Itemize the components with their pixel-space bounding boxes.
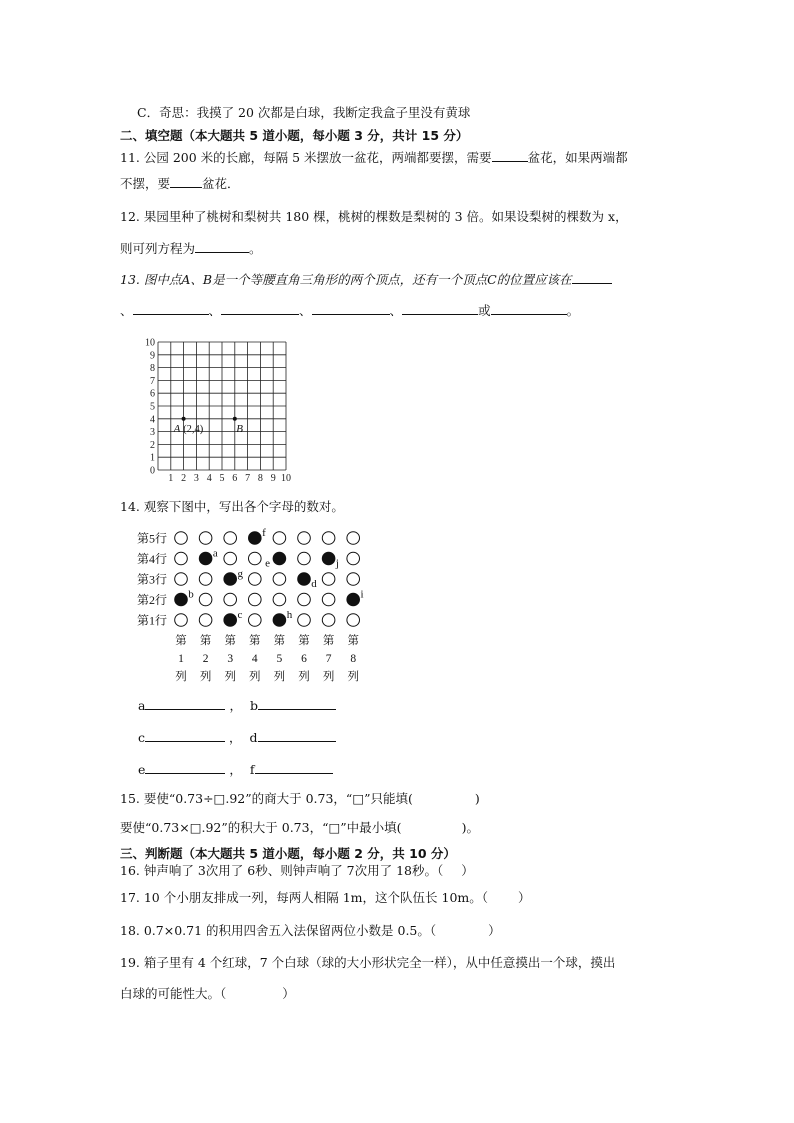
answer-label-b: b	[249, 698, 258, 713]
answer-label-d: d	[249, 730, 258, 745]
q12-text-b: 则可列方程为	[120, 241, 196, 256]
grid-y-tick-label: 2	[150, 439, 155, 451]
q15-text-a: 15. 要使“0.73÷□.92”的商大于 0.73，“□”只能填(	[120, 791, 413, 806]
answer-blank-f[interactable]	[255, 761, 333, 774]
board-dot-empty	[273, 573, 286, 586]
board-dot-empty	[298, 552, 311, 565]
board-dot-empty	[298, 532, 311, 545]
grid-point-b-label: B	[236, 422, 244, 435]
q19-end: ）	[282, 986, 295, 1001]
answer-label-e: e	[138, 762, 146, 777]
q18-text: 18. 0.7×0.71 的积用四舍五入法保留两位小数是 0.5。（	[120, 923, 437, 938]
board-dot-empty	[298, 593, 311, 606]
q18-end: ）	[488, 923, 501, 938]
board-dot-empty	[347, 614, 360, 627]
board-dot-empty	[347, 532, 360, 545]
board-dot-empty	[347, 552, 360, 565]
answer-blank-d[interactable]	[258, 729, 336, 742]
answer-label-c: c	[138, 730, 146, 745]
board-row-label: 第2行	[137, 593, 168, 607]
q12-text-c: 。	[249, 241, 262, 256]
board-dot-filled	[224, 573, 237, 586]
answer-comma-2: ，	[229, 730, 242, 745]
question-19-line1: 19. 箱子里有 4 个红球，7 个白球（球的大小形状完全一样），从中任意摸出一个球，摸出	[120, 955, 616, 970]
board-dot-filled	[273, 552, 286, 565]
q13-blank-5[interactable]	[402, 302, 478, 315]
board-col-label-top: 第	[273, 635, 286, 647]
board-letter-h: h	[286, 609, 293, 621]
question-18	[120, 923, 501, 939]
answer-blank-b[interactable]	[258, 697, 336, 710]
q13-text-a: 13. 图中点A、B是一个等腰直角三角形的两个顶点，还有一个顶点C的位置应该在	[120, 272, 572, 287]
grid-y-tick-label: 1	[150, 452, 155, 464]
grid-x-tick-label: 7	[245, 473, 251, 484]
dot-board-figure	[134, 526, 374, 686]
board-dot-filled	[273, 614, 286, 627]
q17-text: 17. 10 个小朋友排成一列，每两人相隔 1m，这个队伍长 10m。（	[120, 890, 488, 905]
question-13-line1	[120, 271, 612, 288]
grid-x-tick-label: 1	[168, 473, 174, 484]
board-row-label: 第5行	[137, 531, 168, 546]
q13-sep4: 、	[389, 303, 403, 318]
grid-y-tick-label: 4	[150, 414, 155, 426]
q12-blank[interactable]	[195, 240, 249, 253]
board-col-label-top: 第	[322, 635, 335, 647]
board-col-label-bottom: 列	[322, 671, 335, 683]
board-col-label-bottom: 列	[175, 671, 187, 683]
board-dot-empty	[249, 593, 262, 606]
q13-blank-4[interactable]	[312, 302, 390, 315]
q19-text-b: 白球的可能性大。（	[120, 986, 227, 1001]
q13-blank-6[interactable]	[491, 302, 567, 315]
board-col-label-top: 第	[224, 635, 236, 647]
coordinate-grid	[138, 330, 298, 485]
board-dot-filled	[249, 532, 262, 545]
question-16	[120, 863, 474, 879]
answer-row-ab	[138, 697, 336, 714]
board-dot-empty	[322, 573, 335, 586]
board-dot-empty	[249, 573, 262, 586]
q15-text-a-end: )	[474, 791, 480, 806]
grid-y-tick-label: 6	[150, 388, 155, 400]
question-15-line1	[120, 791, 480, 807]
board-dot-empty	[175, 573, 188, 586]
question-14-title: 14. 观察下图中，写出各个字母的数对。	[120, 499, 344, 514]
q13-sep2: 、	[208, 303, 222, 318]
board-col-label-bottom: 列	[199, 671, 212, 683]
q15-text-b-end: )。	[461, 820, 479, 835]
board-col-label-top: 第	[347, 635, 359, 647]
board-dot-empty	[199, 573, 212, 586]
board-dot-empty	[273, 593, 286, 606]
grid-y-tick-label: 9	[150, 350, 155, 362]
q11-blank-2[interactable]	[170, 175, 202, 188]
grid-x-tick-label: 6	[232, 473, 238, 484]
grid-point-a-coord: (2,4)	[183, 423, 204, 435]
board-dot-empty	[298, 614, 311, 627]
q11-blank-1[interactable]	[492, 149, 528, 162]
q13-blank-2[interactable]	[133, 302, 209, 315]
q13-blank-1[interactable]	[572, 271, 612, 284]
board-col-label-num: 6	[301, 653, 307, 665]
answer-label-a: a	[138, 698, 146, 713]
grid-point-a	[182, 417, 186, 421]
board-dot-empty	[199, 593, 212, 606]
grid-x-tick-label: 4	[206, 473, 212, 484]
q13-sep1: 、	[120, 303, 133, 318]
answer-comma-3: ，	[229, 762, 242, 777]
board-dot-empty	[273, 532, 286, 545]
board-letter-j: j	[335, 557, 339, 570]
board-letter-a: a	[212, 547, 218, 560]
q13-sep3: 、	[299, 303, 312, 318]
grid-x-tick-label: 5	[219, 473, 225, 484]
board-dot-empty	[224, 532, 237, 545]
grid-x-tick-label: 8	[257, 473, 263, 484]
board-col-label-top: 第	[249, 635, 261, 647]
section-heading-judgment: 三、判断题（本大题共 5 道小题，每小题 2 分，共 10 分）	[120, 846, 456, 861]
board-dot-empty	[175, 552, 188, 565]
board-dot-filled	[322, 552, 335, 565]
board-letter-d: d	[311, 578, 317, 590]
answer-blank-a[interactable]	[145, 697, 225, 710]
board-row-label: 第4行	[137, 552, 168, 566]
answer-comma-1: ，	[229, 698, 242, 713]
question-17	[120, 890, 531, 906]
grid-point-b	[233, 417, 237, 421]
board-dot-filled	[175, 593, 188, 606]
board-dot-empty	[199, 614, 212, 627]
q11-text-b: 盆花，如果两端都	[527, 150, 628, 165]
grid-x-tick-label: 10	[281, 473, 291, 484]
grid-point-a-label: A	[173, 422, 181, 435]
board-dot-empty	[249, 552, 262, 565]
question-15-line2	[120, 820, 479, 836]
board-dot-filled	[347, 593, 360, 606]
q13-end: 。	[566, 303, 580, 318]
question-12-line1: 12. 果园里种了桃树和梨树共 180 棵，桃树的棵数是梨树的 3 倍。如果设梨树的棵数为 x，	[120, 209, 628, 224]
answer-label-f: f	[249, 762, 255, 777]
board-col-label-bottom: 列	[249, 671, 261, 683]
answer-blank-e[interactable]	[145, 761, 225, 774]
grid-x-tick-label: 2	[181, 473, 187, 484]
grid-y-tick-label: 7	[150, 375, 155, 387]
grid-y-tick-label: 8	[150, 363, 155, 375]
q15-text-b: 要使“0.73×□.92”的积大于 0.73，“□”中最小填(	[120, 820, 402, 835]
board-letter-c: c	[237, 609, 243, 621]
q11-text-a: 11. 公园 200 米的长廊，每隔 5 米摆放一盆花，两端都要摆，需要	[120, 150, 492, 165]
question-13-line2	[120, 302, 579, 319]
board-col-label-top: 第	[298, 635, 310, 647]
q17-end: ）	[518, 890, 531, 905]
board-dot-empty	[224, 593, 237, 606]
board-dot-empty	[224, 552, 237, 565]
grid-y-tick-label: 5	[150, 401, 155, 413]
board-col-label-num: 2	[202, 653, 209, 665]
answer-blank-c[interactable]	[145, 729, 225, 742]
board-col-label-top: 第	[175, 635, 187, 647]
question-11-line2	[120, 175, 240, 192]
board-letter-e: e	[265, 557, 270, 570]
q16-text: 16. 钟声响了 3次用了 6秒、则钟声响了 7次用了 18秒。（	[120, 863, 444, 878]
board-dot-filled	[199, 552, 212, 565]
q13-or: 或	[478, 303, 491, 318]
board-letter-f: f	[262, 527, 266, 539]
board-col-label-num: 7	[325, 653, 332, 665]
board-row-label: 第1行	[137, 613, 168, 628]
board-dot-empty	[322, 614, 335, 627]
grid-y-tick-label: 10	[145, 337, 155, 349]
option-c: C．奇思：我摸了 20 次都是白球，我断定我盒子里没有黄球	[137, 105, 471, 120]
board-dot-empty	[322, 532, 335, 545]
board-dot-empty	[347, 573, 360, 586]
board-letter-g: g	[237, 568, 243, 580]
answer-row-cd	[138, 729, 336, 746]
board-col-label-top: 第	[199, 635, 212, 647]
grid-y-tick-label: 3	[150, 427, 155, 439]
board-col-label-num: 4	[251, 653, 258, 665]
q13-blank-3[interactable]	[221, 302, 299, 315]
q11-text-d: 盆花．	[202, 176, 240, 191]
q11-text-c: 不摆，要	[120, 176, 171, 191]
board-dot-empty	[199, 532, 212, 545]
board-letter-i: i	[360, 588, 364, 601]
board-dot-filled	[298, 573, 311, 586]
board-dot-filled	[224, 614, 237, 627]
answer-row-ef	[138, 761, 333, 778]
board-row-label: 第3行	[137, 572, 168, 587]
board-dot-empty	[175, 614, 188, 627]
board-letter-b: b	[188, 588, 194, 601]
question-11-line1	[120, 149, 628, 166]
board-dot-empty	[322, 593, 335, 606]
board-col-label-num: 5	[276, 653, 283, 665]
board-dot-empty	[249, 614, 262, 627]
grid-x-tick-label: 3	[193, 473, 199, 484]
board-col-label-bottom: 列	[224, 671, 236, 683]
board-col-label-num: 8	[350, 653, 357, 665]
q16-end: ）	[461, 863, 474, 878]
board-col-label-bottom: 列	[273, 671, 286, 683]
question-19-line2	[120, 986, 295, 1002]
board-col-label-num: 1	[178, 653, 184, 665]
board-col-label-num: 3	[227, 653, 234, 665]
grid-y-tick-label: 0	[150, 465, 155, 477]
grid-x-tick-label: 9	[270, 473, 276, 484]
board-col-label-bottom: 列	[298, 671, 310, 683]
board-col-label-bottom: 列	[347, 671, 359, 683]
question-12-line2	[120, 240, 262, 257]
section-heading-fill-blank: 二、填空题（本大题共 5 道小题，每小题 3 分，共计 15 分）	[120, 128, 469, 143]
board-dot-empty	[175, 532, 188, 545]
